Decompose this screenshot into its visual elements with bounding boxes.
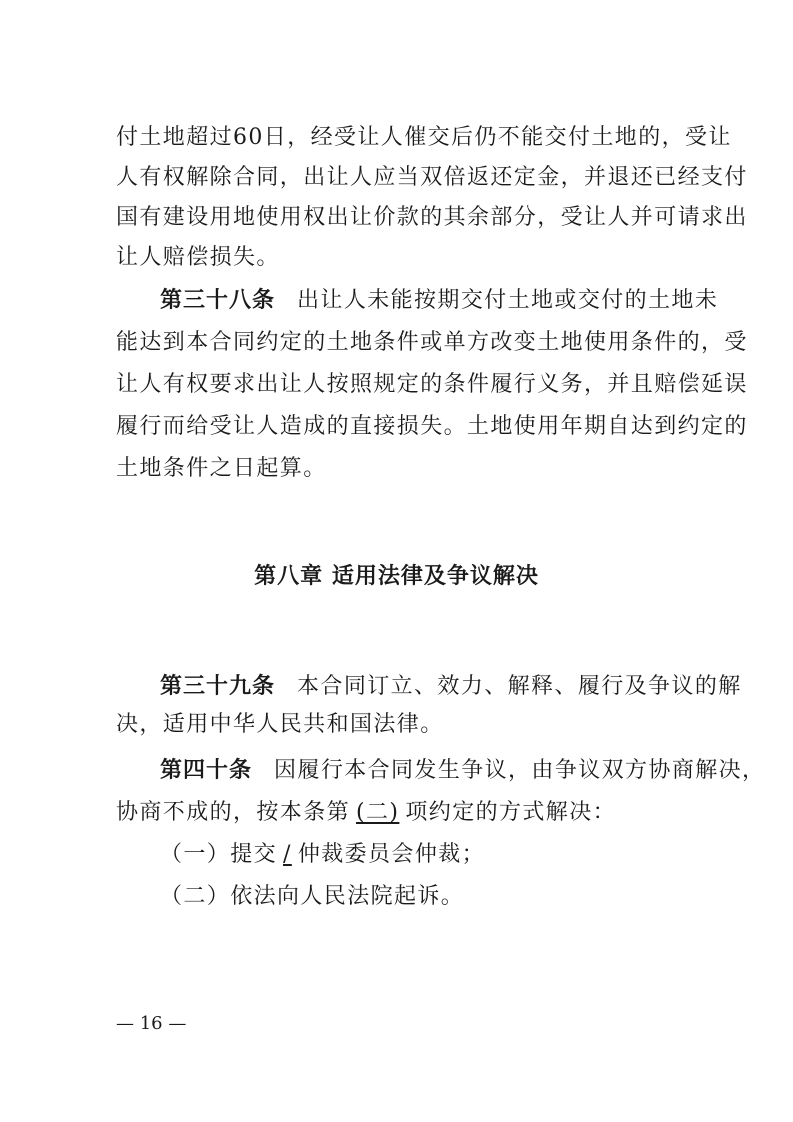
paragraph-line: 让人赔偿损失。	[116, 245, 280, 270]
paragraph-line: 人有权解除合同，出让人应当双倍返还定金，并退还已经支付	[116, 165, 748, 190]
article-40-text: 因履行本合同发生争议，由争议双方协商解决，	[274, 758, 766, 783]
article-40-first-line	[160, 756, 766, 786]
article-38-first-line	[160, 286, 719, 316]
article-38-label: 第三十八条	[160, 288, 276, 313]
paragraph-line: 让人有权要求出让人按照规定的条件履行义务，并且赔偿延误	[116, 372, 748, 397]
page-number: — 16 —	[116, 1013, 187, 1034]
fill-blank-arbitration: /	[283, 842, 292, 867]
article-40-text-pre: 协商不成的，按本条第	[116, 800, 351, 825]
option-two-line: （二）依法向人民法院起诉。	[160, 884, 465, 909]
article-40-label: 第四十条	[160, 758, 253, 783]
article-39-label: 第三十九条	[160, 674, 276, 699]
article-40-text-post: 项约定的方式解决：	[405, 800, 616, 825]
paragraph-line: 国有建设用地使用权出让价款的其余部分，受让人并可请求出	[116, 205, 748, 230]
paragraph-line: 付土地超过60日，经受让人催交后仍不能交付土地的，受让	[116, 125, 732, 150]
fill-blank-option: (二)	[356, 800, 400, 825]
option-one-pre: （一）提交	[160, 842, 278, 867]
article-39-first-line	[160, 672, 742, 702]
paragraph-line: 决，适用中华人民共和国法律。	[116, 712, 444, 737]
paragraph-line: 能达到本合同约定的土地条件或单方改变土地使用条件的，受	[116, 330, 748, 355]
paragraph-line: 土地条件之日起算。	[116, 456, 327, 481]
article-40-second-line	[116, 798, 686, 828]
article-38-text: 出让人未能按期交付土地或交付的土地未	[297, 288, 719, 313]
paragraph-line: 履行而给受让人造成的直接损失。土地使用年期自达到约定的	[116, 414, 748, 439]
option-one-post: 仲裁委员会仲裁；	[297, 842, 486, 867]
option-one-line	[160, 840, 686, 870]
chapter-heading: 第八章 适用法律及争议解决	[254, 564, 539, 589]
article-39-text: 本合同订立、效力、解释、履行及争议的解	[297, 674, 742, 699]
